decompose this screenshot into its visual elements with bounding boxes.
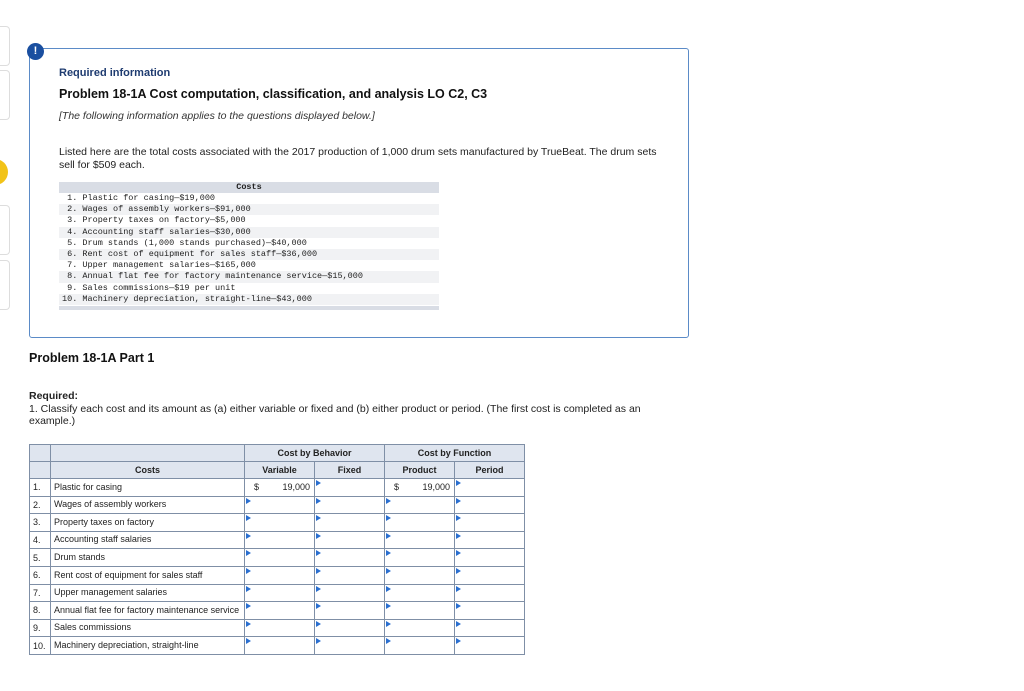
fixed-input[interactable] <box>315 602 385 620</box>
variable-input[interactable] <box>245 637 315 655</box>
dropdown-marker-icon <box>386 515 391 521</box>
cost-list-item: 4. Accounting staff salaries—$30,000 <box>59 227 439 238</box>
variable-input[interactable] <box>245 531 315 549</box>
intro-text: Listed here are the total costs associated with the 2017 production of 1,000 drum sets manufactured by TrueBeat. The drum sets sell for $509 each. <box>59 146 657 171</box>
variable-amount: 19,000 <box>282 482 310 492</box>
left-rail-tab[interactable] <box>0 70 10 120</box>
dropdown-marker-icon <box>386 621 391 627</box>
product-input[interactable] <box>385 514 455 532</box>
dropdown-marker-icon <box>246 638 251 644</box>
fixed-input[interactable] <box>315 566 385 584</box>
table-row <box>30 566 525 584</box>
header-variable: Variable <box>245 462 315 479</box>
row-number: 5. <box>30 549 51 567</box>
cost-name: Wages of assembly workers <box>51 496 245 514</box>
dropdown-marker-icon <box>456 498 461 504</box>
header-blank <box>30 445 51 462</box>
dropdown-marker-icon <box>456 533 461 539</box>
costs-list-footer-bar <box>59 306 439 310</box>
costs-list-heading: Costs <box>59 182 439 193</box>
dropdown-marker-icon <box>316 568 321 574</box>
period-input[interactable] <box>455 584 525 602</box>
fixed-input[interactable] <box>315 619 385 637</box>
product-input[interactable] <box>385 496 455 514</box>
currency-symbol: $ <box>254 482 260 492</box>
dropdown-marker-icon <box>316 550 321 556</box>
dropdown-marker-icon <box>386 638 391 644</box>
dropdown-marker-icon <box>386 586 391 592</box>
table-row <box>30 479 525 497</box>
row-number: 3. <box>30 514 51 532</box>
table-row <box>30 549 525 567</box>
cost-list-item: 10. Machinery depreciation, straight-line—$43,000 <box>59 294 439 305</box>
classification-table <box>29 444 525 655</box>
cost-list-item: 8. Annual flat fee for factory maintenance service—$15,000 <box>59 271 439 282</box>
product-input[interactable] <box>385 584 455 602</box>
product-input[interactable] <box>385 566 455 584</box>
dropdown-marker-icon <box>316 603 321 609</box>
table-row <box>30 496 525 514</box>
variable-input[interactable] <box>245 602 315 620</box>
row-number: 6. <box>30 566 51 584</box>
table-row <box>30 602 525 620</box>
alert-icon: ! <box>27 43 44 60</box>
left-rail-tab[interactable] <box>0 260 10 310</box>
fixed-input[interactable] <box>315 479 385 497</box>
cost-name: Plastic for casing <box>51 479 245 497</box>
product-amount: 19,000 <box>422 482 450 492</box>
cost-list-item: 2. Wages of assembly workers—$91,000 <box>59 204 439 215</box>
dropdown-marker-icon <box>246 603 251 609</box>
cost-name: Machinery depreciation, straight-line <box>51 637 245 655</box>
dropdown-marker-icon <box>316 621 321 627</box>
dropdown-marker-icon <box>456 638 461 644</box>
dropdown-marker-icon <box>246 586 251 592</box>
required-text: 1. Classify each cost and its amount as (a) either variable or fixed and (b) either product or period. (The first cost is completed as an example.) <box>29 403 641 427</box>
row-number: 7. <box>30 584 51 602</box>
product-input[interactable] <box>385 637 455 655</box>
dropdown-marker-icon <box>246 515 251 521</box>
cost-name: Drum stands <box>51 549 245 567</box>
variable-input[interactable] <box>245 496 315 514</box>
cost-name: Annual flat fee for factory maintenance service <box>51 602 245 620</box>
product-input[interactable] <box>385 619 455 637</box>
cost-name: Rent cost of equipment for sales staff <box>51 566 245 584</box>
header-period: Period <box>455 462 525 479</box>
dropdown-marker-icon <box>386 603 391 609</box>
dropdown-marker-icon <box>456 480 461 486</box>
cost-list-item: 6. Rent cost of equipment for sales staff—$36,000 <box>59 249 439 260</box>
fixed-input[interactable] <box>315 584 385 602</box>
dropdown-marker-icon <box>316 586 321 592</box>
table-row <box>30 584 525 602</box>
header-costs: Costs <box>51 462 245 479</box>
header-product: Product <box>385 462 455 479</box>
period-input[interactable] <box>455 566 525 584</box>
applies-note: [The following information applies to the questions displayed below.] <box>59 110 375 122</box>
period-input[interactable] <box>455 637 525 655</box>
table-row <box>30 619 525 637</box>
variable-input[interactable] <box>245 549 315 567</box>
variable-input[interactable] <box>245 619 315 637</box>
left-rail-highlight[interactable] <box>0 159 8 185</box>
header-cost-by-behavior: Cost by Behavior <box>245 445 385 462</box>
table-row <box>30 514 525 532</box>
table-row <box>30 531 525 549</box>
period-input[interactable] <box>455 514 525 532</box>
left-rail-tab[interactable] <box>0 26 10 66</box>
dropdown-marker-icon <box>316 638 321 644</box>
dropdown-marker-icon <box>456 568 461 574</box>
variable-input[interactable] <box>245 566 315 584</box>
cost-name: Upper management salaries <box>51 584 245 602</box>
period-input[interactable] <box>455 531 525 549</box>
cost-name: Accounting staff salaries <box>51 531 245 549</box>
dropdown-marker-icon <box>386 533 391 539</box>
fixed-input[interactable] <box>315 549 385 567</box>
product-input[interactable] <box>385 531 455 549</box>
cost-list-item: 9. Sales commissions—$19 per unit <box>62 282 236 293</box>
dropdown-marker-icon <box>316 515 321 521</box>
problem-title: Problem 18-1A Cost computation, classification, and analysis LO C2, C3 <box>59 87 488 101</box>
costs-list <box>59 182 439 310</box>
dropdown-marker-icon <box>246 498 251 504</box>
required-information-label: Required information <box>59 67 171 79</box>
product-input[interactable] <box>385 602 455 620</box>
cost-list-item: 1. Plastic for casing—$19,000 <box>62 193 216 203</box>
period-input[interactable] <box>455 496 525 514</box>
dropdown-marker-icon <box>246 621 251 627</box>
header-fixed: Fixed <box>315 462 385 479</box>
variable-input[interactable] <box>245 514 315 532</box>
variable-input[interactable] <box>245 584 315 602</box>
cost-name: Sales commissions <box>51 619 245 637</box>
dropdown-marker-icon <box>386 498 391 504</box>
header-cost-by-function: Cost by Function <box>385 445 525 462</box>
row-number: 2. <box>30 496 51 514</box>
cost-list-item: 5. Drum stands (1,000 stands purchased)—$40,000 <box>62 237 307 248</box>
row-number: 4. <box>30 531 51 549</box>
fixed-input[interactable] <box>315 531 385 549</box>
required-label: Required: <box>29 390 79 402</box>
variable-input[interactable] <box>245 479 315 497</box>
cost-list-item: 3. Property taxes on factory—$5,000 <box>62 215 246 226</box>
period-input[interactable] <box>455 602 525 620</box>
header-blank <box>51 445 245 462</box>
dropdown-marker-icon <box>386 568 391 574</box>
dropdown-marker-icon <box>316 533 321 539</box>
header-blank <box>30 462 51 479</box>
dropdown-marker-icon <box>246 550 251 556</box>
row-number: 8. <box>30 602 51 620</box>
fixed-input[interactable] <box>315 637 385 655</box>
left-rail-tab[interactable] <box>0 205 10 255</box>
cost-list-item: 7. Upper management salaries—$165,000 <box>62 260 256 271</box>
currency-symbol: $ <box>394 482 400 492</box>
product-input[interactable] <box>385 479 455 497</box>
table-row <box>30 637 525 655</box>
fixed-input[interactable] <box>315 514 385 532</box>
dropdown-marker-icon <box>316 498 321 504</box>
row-number: 10. <box>30 637 51 655</box>
cost-name: Property taxes on factory <box>51 514 245 532</box>
part-title: Problem 18-1A Part 1 <box>29 351 155 365</box>
row-number: 9. <box>30 619 51 637</box>
dropdown-marker-icon <box>246 533 251 539</box>
dropdown-marker-icon <box>456 621 461 627</box>
period-input[interactable] <box>455 619 525 637</box>
dropdown-marker-icon <box>246 568 251 574</box>
dropdown-marker-icon <box>456 603 461 609</box>
dropdown-marker-icon <box>456 586 461 592</box>
period-input[interactable] <box>455 479 525 497</box>
period-input[interactable] <box>455 549 525 567</box>
dropdown-marker-icon <box>316 480 321 486</box>
row-number: 1. <box>30 479 51 497</box>
dropdown-marker-icon <box>386 550 391 556</box>
dropdown-marker-icon <box>456 515 461 521</box>
fixed-input[interactable] <box>315 496 385 514</box>
product-input[interactable] <box>385 549 455 567</box>
dropdown-marker-icon <box>456 550 461 556</box>
